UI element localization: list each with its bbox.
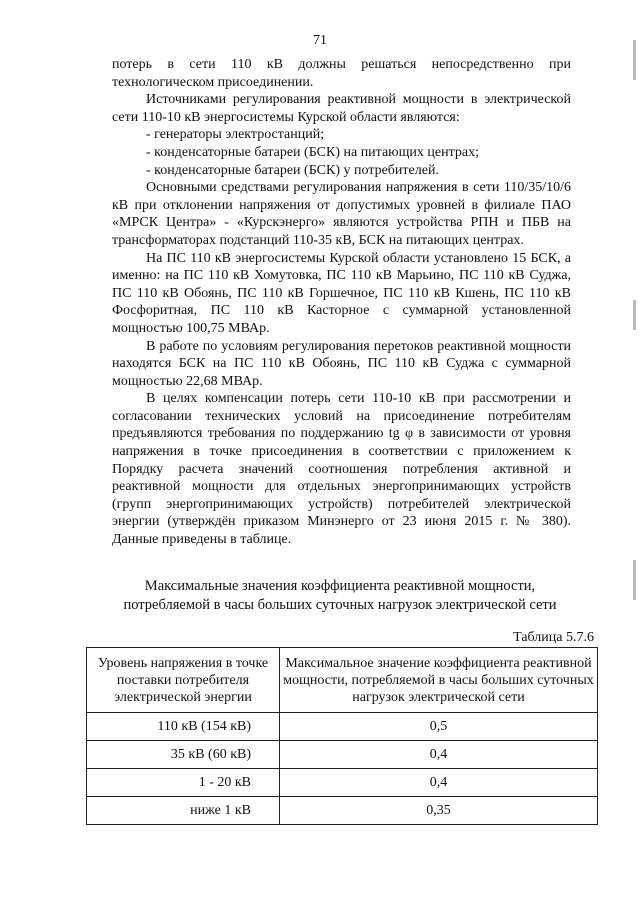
table-cell-level: ниже 1 кВ: [87, 797, 280, 825]
paragraph: В целях компенсации потерь сети 110-10 кВ при рассмотрении и согласовании технических условий на присоединение потребителям предъявляются требования по поддержанию tg φ в зависимости от уровня напряжения в точке присоединения в соответствии с приложением к Порядку расчета значений соотношения потребления активной и реактивной мощности для отдельных энергопринимающих устройств (групп энергопринимающих устройств) потребителей электрической энергии (утверждён приказом Минэнерго от 23 июня 2015 г. № 380). Данные приведены в таблице.: [112, 391, 571, 548]
table-row: [87, 769, 598, 797]
table-cell-value: 0,4: [280, 769, 598, 797]
paragraph: На ПС 110 кВ энергосистемы Курской области установлено 15 БСК, а именно: на ПС 110 кВ Хомутовка, ПС 110 кВ Марьино, ПС 110 кВ Суджа, ПС 110 кВ Обоянь, ПС 110 кВ Горшечное, ПС 110 кВ Кшень, ПС 110 кВ Фосфоритная, ПС 110 кВ Касторное с суммарной установленной мощностью 100,75 МВАр.: [112, 250, 571, 336]
page-number: 71: [313, 33, 327, 48]
paragraph: Основными средствами регулирования напряжения в сети 110/35/10/6 кВ при отклонении напряжения от допустимых уровней в филиале ПАО «МРСК Центра» - «Курскэнерго» являются устройства РПН и ПБВ на трансформаторах подстанций 110-35 кВ, БСК на питающих центрах.: [112, 180, 571, 248]
table-cell-level: 1 - 20 кВ: [87, 769, 280, 797]
list-item: - конденсаторные батареи (БСК) у потребителей.: [146, 162, 439, 178]
table-number: Таблица 5.7.6: [513, 630, 594, 645]
table-caption-line: Максимальные значения коэффициента реактивной мощности,: [144, 578, 536, 594]
table-cell-level: 35 кВ (60 кВ): [87, 741, 280, 769]
table-cell-value: 0,4: [280, 741, 598, 769]
column-header-max-coefficient: Максимальное значение коэффициента реактивной мощности, потребляемой в часы больших суточных нагрузок электрической сети: [280, 648, 598, 713]
table-cell-level: 110 кВ (154 кВ): [87, 713, 280, 741]
table-row: [87, 797, 598, 825]
table-caption: [80, 577, 600, 615]
paragraph: В работе по условиям регулирования перетоков реактивной мощности находятся БСК на ПС 110 кВ Обоянь, ПС 110 кВ Суджа с суммарной мощностью 22,68 МВАр.: [112, 338, 571, 389]
table-row: [87, 713, 598, 741]
column-header-voltage-level: Уровень напряжения в точке поставки потребителя электрической энергии: [87, 648, 280, 713]
list-item: - генераторы электростанций;: [146, 127, 325, 143]
table-row: [87, 741, 598, 769]
table-caption-line: потребляемой в часы больших суточных нагрузок электрической сети: [123, 597, 557, 613]
body-text: [112, 56, 571, 549]
paragraph: Источниками регулирования реактивной мощности в электрической сети 110-10 кВ энергосистемы Курской области являются:: [112, 92, 571, 125]
list-item: - конденсаторные батареи (БСК) на питающих центрах;: [146, 144, 479, 160]
scan-edge-mark: [633, 40, 636, 80]
scan-edge-mark: [633, 300, 636, 330]
scan-edge-mark: [633, 560, 636, 600]
table-cell-value: 0,5: [280, 713, 598, 741]
table-header-row: [87, 648, 598, 713]
paragraph: потерь в сети 110 кВ должны решаться непосредственно при технологическом присоединении.: [112, 57, 571, 90]
data-table: [86, 647, 598, 825]
table-cell-value: 0,35: [280, 797, 598, 825]
